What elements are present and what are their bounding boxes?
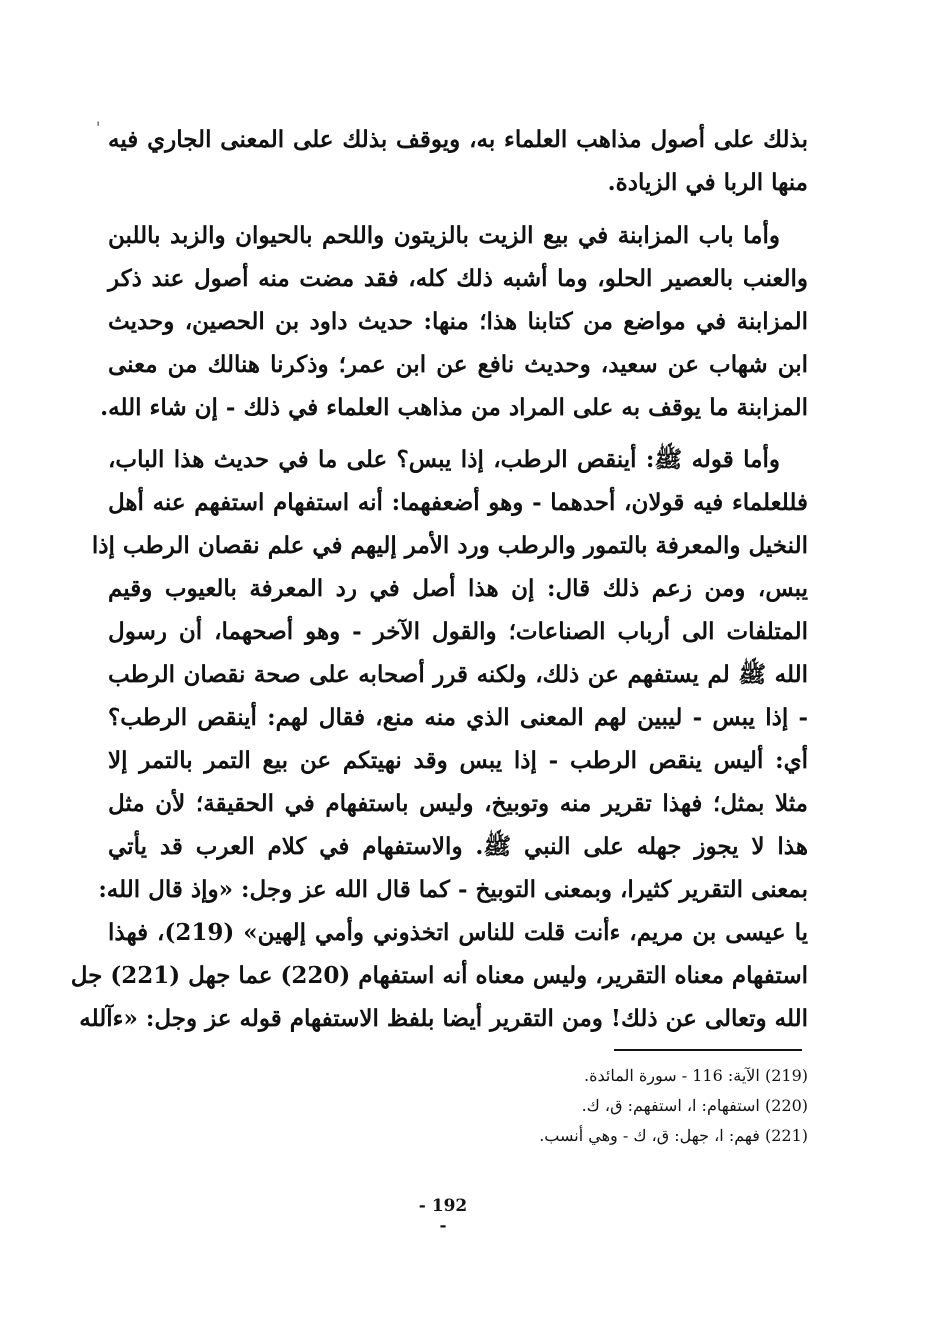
text-line: المزابنة ما يوقف به على المراد من مذاهب العلماء في ذلك - إن شاء الله. bbox=[100, 394, 808, 421]
text-line: النخيل والمعرفة بالتمور والرطب ورد الأمر إليهم في علم نقصان الرطب إذا bbox=[91, 532, 808, 559]
text-line: المزابنة في مواضع من كتابنا هذا؛ منها: حديث داود بن الحصين، وحديث bbox=[108, 308, 808, 335]
text-line: وأما باب المزابنة في بيع الزيت بالزيتون واللحم بالحيوان والزبد باللبن bbox=[108, 222, 780, 249]
footnote: (220) استفهام: ا، استفهم: ق، ك. bbox=[581, 1096, 808, 1115]
text-line: - إذا يبس - ليبين لهم المعنى الذي منه منع، فقال لهم: أينقص الرطب؟ bbox=[108, 704, 808, 731]
text-line: وأما قوله ﷺ: أينقص الرطب، إذا يبس؟ على ما في حديث هذا الباب، bbox=[108, 446, 780, 473]
text-line: يبس، ومن زعم ذلك قال: إن هذا أصل في رد المعرفة بالعيوب وقيم bbox=[108, 575, 808, 602]
text-line: والعنب بالعصير الحلو، وما أشبه ذلك كله، فقد مضت منه أصول عند ذكر bbox=[108, 265, 808, 292]
page-number: - 192 - bbox=[418, 1196, 468, 1236]
text-line: يا عيسى بن مريم، ءأنت قلت للناس اتخذوني وأمي إلهين» (219)، فهذا bbox=[108, 919, 809, 946]
text-line: المتلفات الى أرباب الصناعات؛ والقول الآخر - وهو أصحهما، أن رسول bbox=[108, 618, 809, 645]
text-line: فللعلماء فيه قولان، أحدهما - وهو أضعفهما: أنه استفهام استفهم عنه أهل bbox=[108, 489, 808, 516]
text-line: منها الربا في الزيادة. bbox=[607, 169, 808, 196]
footnote: (219) الآية: 116 - سورة المائدة. bbox=[584, 1066, 808, 1085]
text-line: ابن شهاب عن سعيد، وحديث نافع عن ابن عمر؛ وذكرنا هنالك من معنى bbox=[108, 351, 808, 378]
footnote: (221) فهم: ا، جهل: ق، ك - وهي أنسب. bbox=[539, 1126, 808, 1145]
text-line: الله وتعالى عن ذلك! ومن التقرير أيضا بلفظ الاستفهام قوله عز وجل: «ءآلله bbox=[79, 1005, 808, 1032]
text-line: أي: أليس ينقص الرطب - إذا يبس وقد نهيتكم عن بيع التمر بالتمر إلا bbox=[108, 747, 808, 774]
text-line: هذا لا يجوز جهله على النبي ﷺ. والاستفهام في كلام العرب قد يأتي bbox=[108, 833, 808, 860]
footnote-separator bbox=[614, 1049, 802, 1051]
corner-mark: ' bbox=[96, 118, 101, 137]
text-line: استفهام معناه التقرير، وليس معناه أنه استفهام (220) عما جهل (221) جل bbox=[70, 962, 808, 989]
text-line: الله ﷺ لم يستفهم عن ذلك، ولكنه قرر أصحابه على صحة نقصان الرطب bbox=[108, 661, 808, 688]
text-line: بذلك على أصول مذاهب العلماء به، ويوقف بذلك على المعنى الجاري فيه bbox=[108, 126, 808, 153]
text-line: مثلا بمثل؛ فهذا تقرير منه وتوبيخ، وليس باستفهام في الحقيقة؛ لأن مثل bbox=[108, 790, 808, 817]
text-line: بمعنى التقرير كثيرا، وبمعنى التوبيخ - كما قال الله عز وجل: «وإذ قال الله: bbox=[98, 876, 808, 903]
